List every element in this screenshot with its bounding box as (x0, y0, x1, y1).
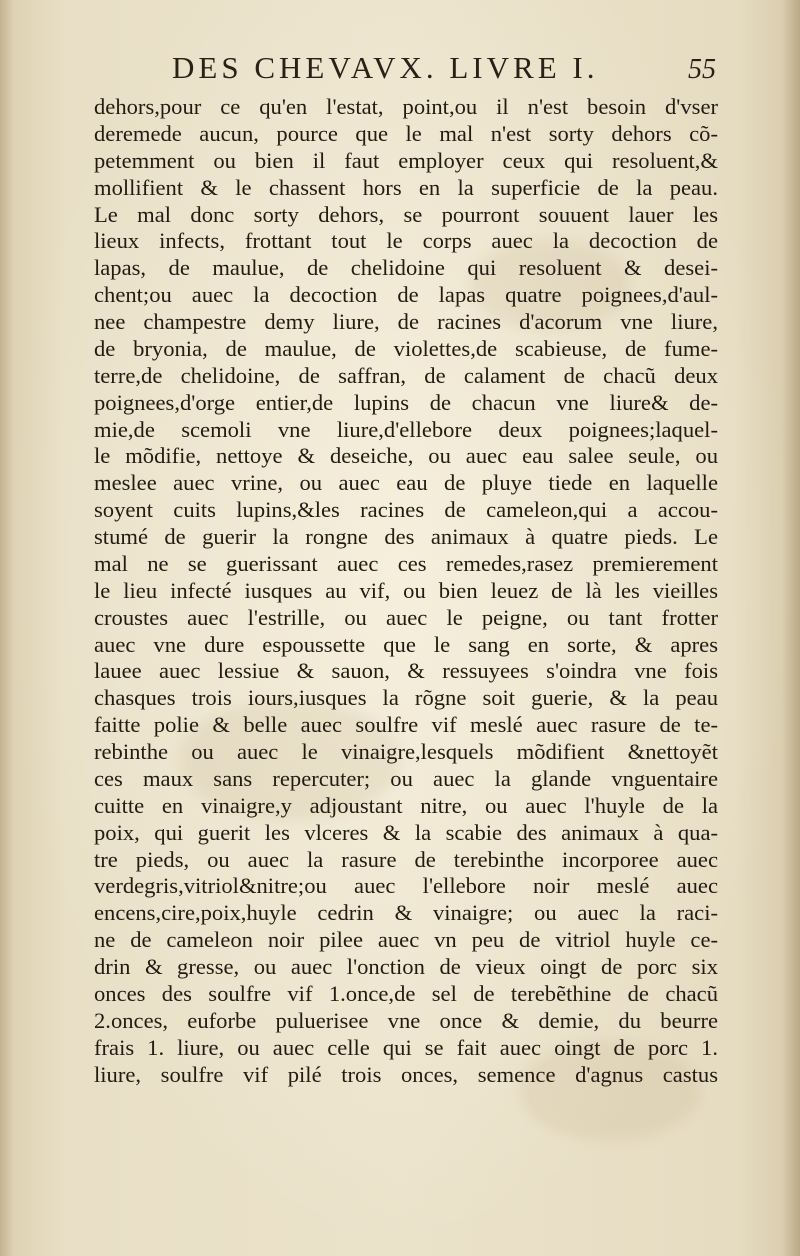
text-line: 2.onces, euforbe puluerisee vne once & demie, du beurre (94, 1007, 718, 1033)
text-line: cuitte en vinaigre,y adjoustant nitre, ou auec l'huyle de la (94, 792, 718, 818)
text-line: frais 1. liure, ou auec celle qui se fait auec oingt de porc 1. (94, 1034, 718, 1060)
text-line: verdegris,vitriol&nitre;ou auec l'ellebore noir meslé auec (94, 873, 718, 899)
text-line: deremede aucun, pource que le mal n'est sorty dehors cõ- (94, 120, 718, 146)
running-title: DES CHEVAVX. LIVRE I. (172, 50, 599, 85)
text-line: nee champestre demy liure, de racines d'acorum vne liure, (94, 309, 718, 334)
page-header (100, 48, 720, 92)
text-line: tre pieds, ou auec la rasure de terebinthe incorporee auec (94, 846, 718, 872)
text-line: liure, soulfre vif pilé trois onces, semence d'agnus castus (94, 1061, 718, 1087)
text-line: croustes auec l'estrille, ou auec le peigne, ou tant frotter (94, 604, 718, 630)
page-number: 55 (688, 54, 716, 85)
body-text (94, 94, 718, 1088)
page-edge-shadow-left (0, 0, 14, 1256)
text-line: mollifient & le chassent hors en la superficie de la peau. (94, 174, 718, 200)
text-line: poignees,d'orge entier,de lupins de chacun vne liure& de- (94, 389, 718, 415)
text-line: faitte polie & belle auec soulfre vif meslé auec rasure de te- (94, 712, 718, 738)
text-line: poix, qui guerit les vlceres & la scabie des animaux à qua- (94, 819, 718, 845)
text-line: drin & gresse, ou auec l'onction de vieux oingt de porc six (94, 954, 718, 979)
text-line: meslee auec vrine, ou auec eau de pluye tiede en laquelle (94, 470, 718, 496)
text-line: mie,de scemoli vne liure,d'ellebore deux poignees;laquel- (94, 416, 718, 442)
text-line: mal ne se guerissant auec ces remedes,rasez premierement (94, 550, 718, 576)
text-line: petemment ou bien il faut employer ceux qui resoluent,& (94, 147, 718, 173)
text-line: de bryonia, de maulue, de violettes,de scabieuse, de fume- (94, 335, 718, 361)
text-line: ne de cameleon noir pilee auec vn peu de vitriol huyle ce- (94, 927, 718, 953)
text-line: lieux infects, frottant tout le corps auec la decoction de (94, 228, 718, 254)
text-line: stumé de guerir la rongne des animaux à quatre pieds. Le (94, 524, 718, 549)
text-line: chasques trois iours,iusques la rõgne soit guerie, & la peau (94, 685, 718, 711)
text-line: encens,cire,poix,huyle cedrin & vinaigre; ou auec la raci- (94, 900, 718, 926)
text-line: ces maux sans repercuter; ou auec la glande vnguentaire (94, 765, 718, 791)
text-line: terre,de chelidoine, de saffran, de calament de chacũ deux (94, 362, 718, 388)
text-line: lauee auec lessiue & sauon, & ressuyees s'oindra vne fois (94, 658, 718, 684)
text-line: le mõdifie, nettoye & deseiche, ou auec eau salee seule, ou (94, 443, 718, 469)
text-line: Le mal donc sorty dehors, se pourront souuent lauer les (94, 201, 718, 227)
text-line: chent;ou auec la decoction de lapas quatre poignees,d'aul- (94, 282, 718, 308)
text-line: lapas, de maulue, de chelidoine qui resoluent & desei- (94, 255, 718, 281)
text-line: rebinthe ou auec le vinaigre,lesquels mõdifient &nettoyẽt (94, 739, 718, 764)
text-line: soyent cuits lupins,&les racines de cameleon,qui a accou- (94, 497, 718, 523)
text-line: dehors,pour ce qu'en l'estat, point,ou il n'est besoin d'vser (94, 94, 718, 119)
text-line: auec vne dure espoussette que le sang en sorte, & apres (94, 631, 718, 657)
page-edge-shadow-right (782, 0, 800, 1256)
text-line: le lieu infecté iusques au vif, ou bien leuez de là les vieilles (94, 577, 718, 603)
text-line: onces des soulfre vif 1.once,de sel de terebẽthine de chacũ (94, 980, 718, 1006)
